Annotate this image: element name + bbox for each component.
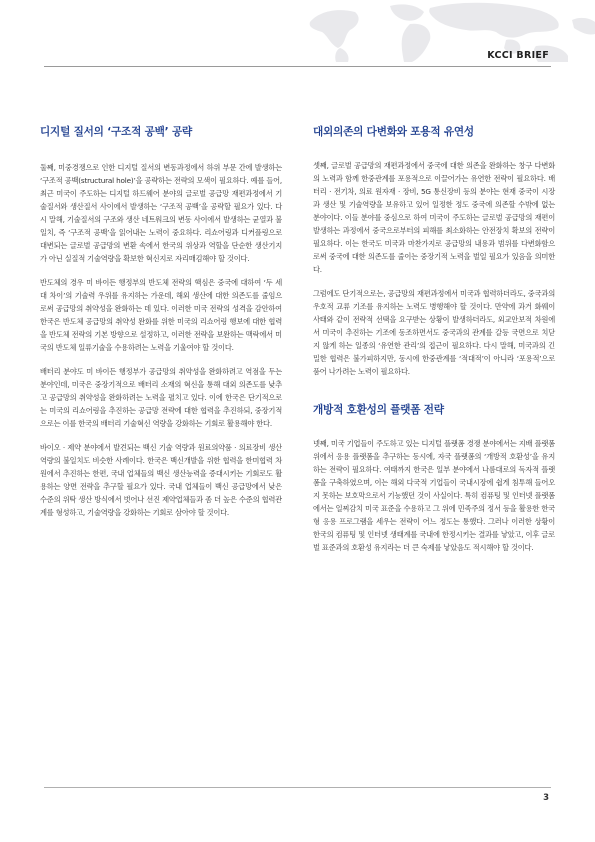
left-column bbox=[40, 124, 282, 530]
paragraph: 둘째, 미중경쟁으로 인한 디지털 질서의 변동과정에서 하위 부문 간에 발생하는 ‘구조적 공백(structural hole)’을 공략하는 전략의 모색이 필요하다. 예를 들어, 최근 미국이 주도하는 디지털 하드웨어 분야의 글로벌 공급망 재편과정에서 기술질서와 생산질서 사이에서 발생하는 ‘구조적 공백’을 공략할 필요가 있다. 다시 말해, 기술질서의 구조와 생산 네트워크의 변동 사이에서 발생하는 균열과 불일치, 즉 ‘구조적 공백’을 읽어내는 노력이 중요하다. 리쇼어링과 디커플링으로 대변되는 글로벌 공급망의 변환 속에서 한국의 위상과 역할을 단순한 생산기지가 아닌 실질적 기술역량을 확보한 혁신지로 자리매김해야 할 것이다. bbox=[40, 163, 282, 263]
header-divider bbox=[44, 66, 551, 67]
paragraph: 셋째, 글로벌 공급망의 재편과정에서 중국에 대한 의존을 완화하는 창구 다변화의 노력과 함께 한중관계를 포용적으로 이끌어가는 유연한 전략이 필요하다. 배터리 · 전기차, 의료 원자재 · 장비, 5G 통신장비 등의 분야는 현재 중국이 시장과 생산 및 기술역량을 보유하고 있어 일정한 정도 중국에 의존할 수밖에 없는 분야이다. 이들 분야를 중심으로 하여 미국이 주도하는 글로벌 공급망의 재편이 발생하는 과정에서 중국으로부터의 피해를 최소화하는 안전장치 확보의 전략이 필요하다. 이는 한국도 미국과 마찬가지로 공급망의 내용과 범위를 다변화함으로써 중국에 대한 의존도를 줄이는 중장기적 노력을 벌일 필요가 있음을 의미한다. bbox=[313, 161, 555, 274]
paragraph: 바이오 · 제약 분야에서 발견되는 백신 기술 역량과 원료의약품 · 의료장비 생산 역량의 불일치도 비슷한 사례이다. 한국은 백신개발을 위한 협력을 한미협력 차원에서 추진하는 한편, 국내 업체들의 백신 생산능력을 증대시키는 기회로도 활용하는 양면 전략을 추구할 필요가 있다. 국내 업체들이 백신 공급망에서 낮은 수준의 위탁 생산 방식에서 벗어나 선진 제약업체들과 좀 더 높은 수준의 협력관계를 형성하고, 기술역량을 강화하는 기회로 삼아야 할 것이다. bbox=[40, 443, 282, 517]
footer-divider bbox=[44, 787, 551, 788]
paragraph: 배터리 분야도 미 바이든 행정부가 공급망의 취약성을 완화하려고 역점을 두는 분야인데, 미국은 중장기적으로 배터리 소재의 혁신을 통해 대외 의존도를 낮추고 공급망의 취약성을 완화하려는 노력을 펼치고 있다. 이에 한국은 단기적으로는 미국의 리쇼어링을 추진하는 공급망 전략에 대한 협력을 추진하되, 중장기적으로는 이를 한국의 배터리 기술혁신 역량을 강화하는 기회로 활용해야 한다. bbox=[40, 367, 282, 428]
right-column bbox=[313, 124, 555, 565]
page-number: 3 bbox=[543, 793, 549, 803]
section-heading-structural-hole: 디지털 질서의 ‘구조적 공백’ 공략 bbox=[40, 126, 193, 138]
section-heading-platform-strategy: 개방적 호환성의 플랫폼 전략 bbox=[313, 404, 444, 416]
paragraph: 반도체의 경우 미 바이든 행정부의 반도체 전략의 핵심은 중국에 대하여 ‘두 세대 차이’의 기술력 우위를 유지하는 가운데, 해외 생산에 대한 의존도를 줄임으로써 공급망의 취약성을 완화하는 데 있다. 이러한 미국 전략의 성격을 감안하여 한국은 반도체 공급망의 취약성 완화를 위한 미국의 리쇼어링 행보에 대한 협력을 반도체 전략의 기본 방향으로 설정하고, 이러한 전략을 보완하는 맥락에서 미국의 반도체 일류기술을 수용하려는 노력을 기울여야 할 것이다. bbox=[40, 278, 282, 352]
paragraph: 그럼에도 단기적으로는, 공급망의 재편과정에서 미국과 협력하더라도, 중국과의 우호적 교류 기조를 유지하는 노력도 병행해야 할 것이다. 만약에 과거 화웨이 사태와 같이 전략적 선택을 요구받는 상황이 발생하더라도, 외교안보적 차원에서 미국이 추진하는 기조에 동조하면서도 중국과의 관계를 갈등 국면으로 치닫지 않게 하는 일종의 ‘유연한 관리’의 접근이 필요하다. 다시 말해, 미국과의 긴밀한 협력은 불가피하지만, 동시에 한중관계를 ‘적대적’이 아니라 ‘포용적’으로 품어 나가려는 노력이 필요하다. bbox=[313, 289, 555, 376]
brand-title: KCCI BRIEF bbox=[487, 50, 549, 61]
world-map-watermark bbox=[300, 0, 595, 62]
section-heading-diversification: 대외의존의 다변화와 포용적 유연성 bbox=[313, 126, 474, 138]
section-spacer bbox=[313, 389, 555, 402]
paragraph: 넷째, 미국 기업들이 주도하고 있는 디지털 플랫폼 경쟁 분야에서는 지배 플랫폼 위에서 응용 플랫폼을 추구하는 동시에, 자국 플랫폼의 ‘개방적 호환성’을 유지하는 전략이 필요하다. 여태까지 한국은 일부 분야에서 나름대로의 독자적 플랫폼을 구축하였으며, 이는 해외 다국적 기업들이 국내시장에 쉽게 침투해 들어오지 못하는 보호막으로서 기능했던 것이 사실이다. 특히 컴퓨팅 및 인터넷 플랫폼에서는 일찌감치 미국 표준을 수용하고 그 위에 민족주의 정서 등을 활용한 한국형 응용 프로그램을 세우는 전략이 어느 정도는 통했다. 그러나 이러한 상황이 한국의 컴퓨팅 및 인터넷 생태계를 국내에 한정시키는 결과를 낳았고, 이후 글로벌 표준과의 호환성 유지라는 더 큰 숙제를 낳았음도 적시해야 할 것이다. bbox=[313, 439, 555, 552]
